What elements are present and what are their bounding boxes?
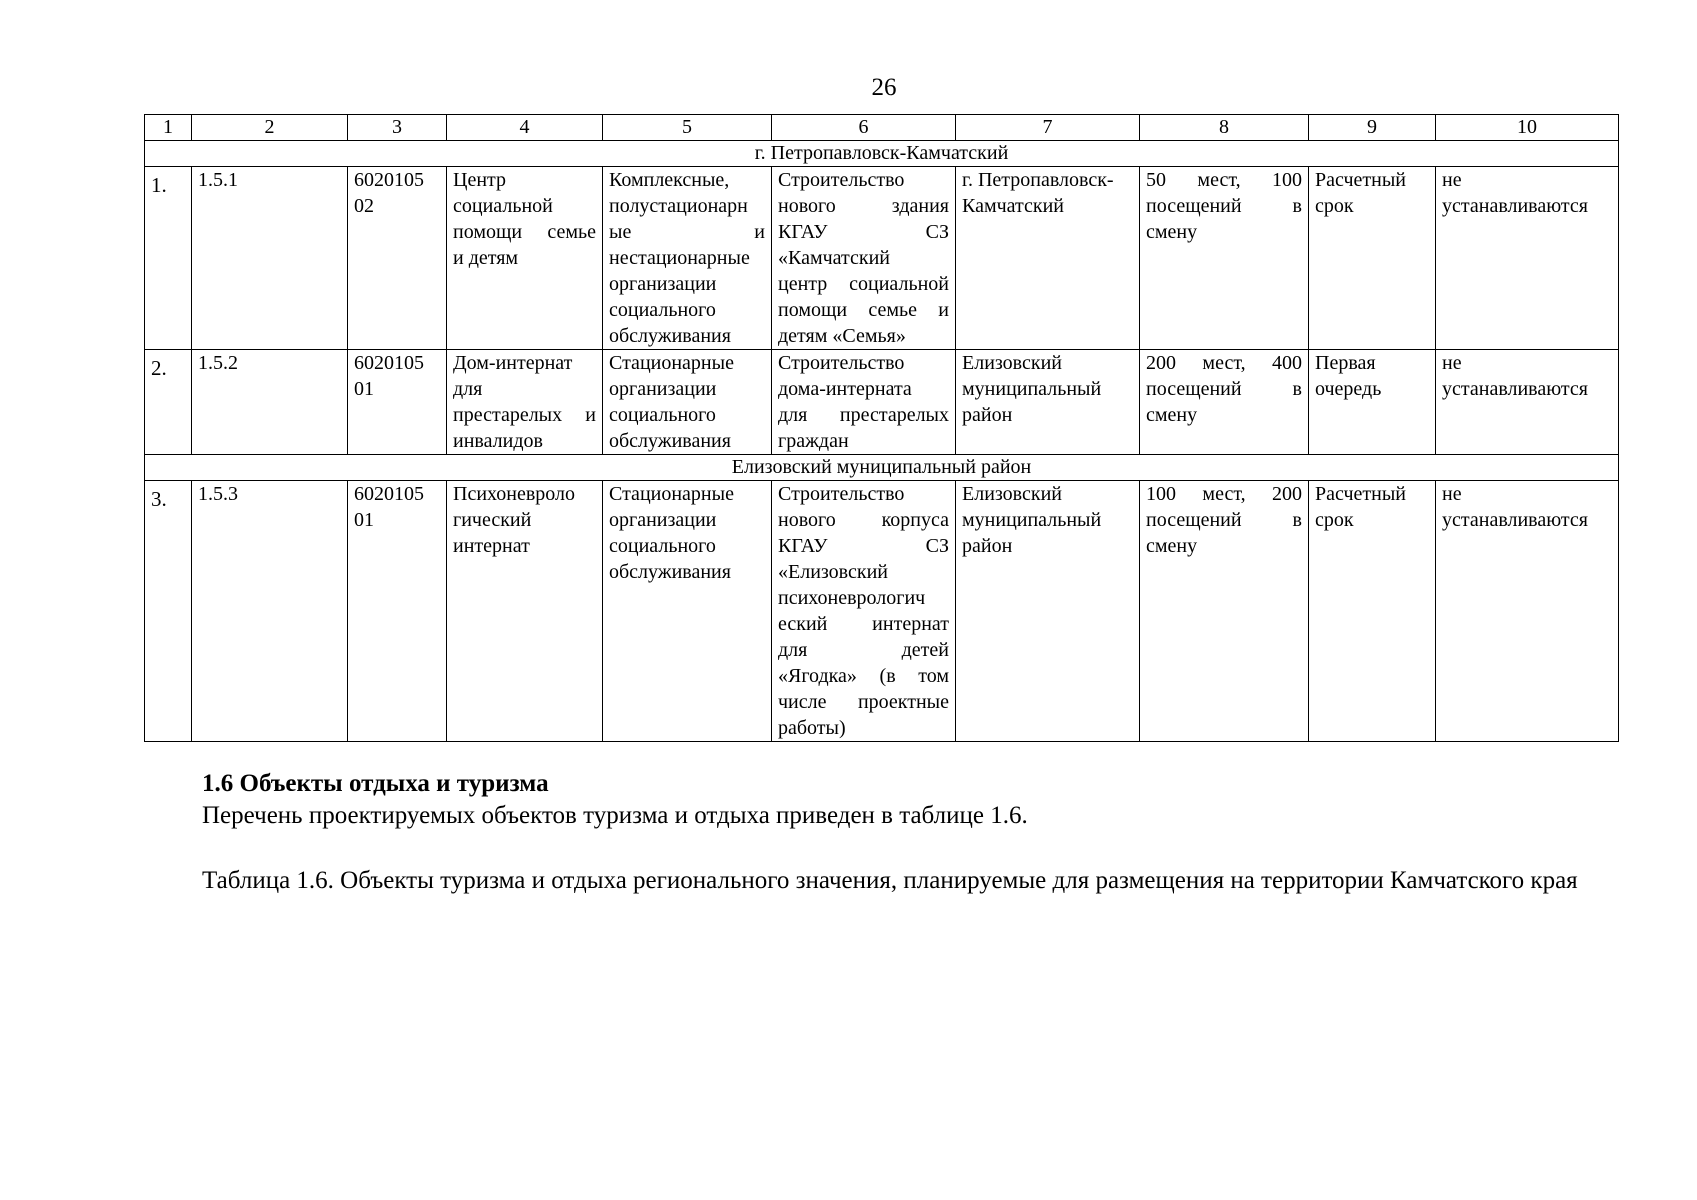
column-number: 7: [956, 115, 1140, 141]
object-code: 1.5.2: [192, 350, 348, 455]
object-description: [772, 167, 956, 350]
column-number: 8: [1140, 115, 1309, 141]
object-description-line: КГАУ СЗ: [778, 535, 949, 557]
object-type-line: социального: [609, 404, 716, 426]
object-name-line: интернат: [453, 535, 530, 557]
object-location: [956, 350, 1140, 455]
page-number: 26: [871, 74, 897, 101]
object-name-line: социальной: [453, 195, 553, 217]
object-kod: [348, 481, 447, 742]
object-capacity-line: смену: [1146, 535, 1198, 557]
object-capacity-line: 200 мест, 400: [1146, 352, 1302, 374]
table-row: [145, 167, 1619, 350]
object-type-line: обслуживания: [609, 430, 731, 452]
object-zones-line: не: [1442, 483, 1462, 505]
column-number: 9: [1309, 115, 1436, 141]
object-type-line: организации: [609, 509, 717, 531]
object-description-line: работы): [778, 717, 846, 739]
object-capacity: [1140, 481, 1309, 742]
column-number: 1: [145, 115, 192, 141]
object-name-line: Психоневроло: [453, 483, 576, 505]
region-title: г. Петропавловск-Камчатский: [145, 141, 1619, 167]
object-name: [447, 167, 603, 350]
object-kod-line: 01: [354, 509, 374, 531]
object-description-line: числе проектные: [778, 691, 949, 713]
object-type-line: организации: [609, 273, 717, 295]
object-zones-line: устанавливаются: [1442, 195, 1588, 217]
object-type-line: организации: [609, 378, 717, 400]
object-description-line: «Ягодка» (в том: [778, 665, 949, 687]
object-type-line: социального: [609, 535, 716, 557]
object-location-line: Камчатский: [962, 195, 1065, 217]
column-number-row: [145, 115, 1619, 141]
object-type-line: Комплексные,: [609, 169, 730, 191]
object-description-line: нового здания: [778, 195, 949, 217]
column-number: 6: [772, 115, 956, 141]
object-type-line: Стационарные: [609, 483, 734, 505]
object-term: [1309, 481, 1436, 742]
object-type-line: полустационарн: [609, 195, 748, 217]
object-term: [1309, 167, 1436, 350]
object-description-line: «Елизовский: [778, 561, 889, 583]
object-location-line: г. Петропавловск-: [962, 169, 1114, 191]
table-row: [145, 481, 1619, 742]
row-number: 2.: [145, 350, 192, 455]
object-description-line: «Камчатский: [778, 247, 891, 269]
object-capacity-line: посещений в: [1146, 195, 1302, 217]
object-type: [603, 481, 772, 742]
object-type-line: нестационарные: [609, 247, 750, 269]
object-type: [603, 350, 772, 455]
object-zones-line: не: [1442, 169, 1462, 191]
object-kod-line: 02: [354, 195, 374, 217]
object-capacity-line: смену: [1146, 221, 1198, 243]
object-location-line: муниципальный: [962, 378, 1102, 400]
object-description: [772, 350, 956, 455]
object-code: 1.5.3: [192, 481, 348, 742]
object-capacity: [1140, 350, 1309, 455]
object-term-line: срок: [1315, 509, 1354, 531]
object-name-line: и детям: [453, 247, 519, 269]
object-kod-line: 6020105: [354, 169, 424, 191]
object-name-line: для: [453, 378, 483, 400]
object-description-line: центр социальной: [778, 273, 949, 295]
object-zones-line: устанавливаются: [1442, 509, 1588, 531]
object-name-line: инвалидов: [453, 430, 543, 452]
object-zones: [1436, 167, 1619, 350]
object-location-line: Елизовский: [962, 352, 1063, 374]
object-description-line: для престарелых: [778, 404, 949, 426]
objects-table: [144, 114, 1619, 742]
column-number: 4: [447, 115, 603, 141]
object-term-line: Расчетный: [1315, 483, 1406, 505]
object-description-line: граждан: [778, 430, 849, 452]
section-text: Перечень проектируемых объектов туризма и отдыха приведен в таблице 1.6.: [202, 802, 1028, 829]
object-description-line: нового корпуса: [778, 509, 949, 531]
object-location: [956, 167, 1140, 350]
object-name: [447, 350, 603, 455]
table-caption: Таблица 1.6. Объекты туризма и отдыха регионального значения, планируемые для размещения на территории Камчатского края: [202, 867, 1578, 894]
object-name: [447, 481, 603, 742]
object-capacity-line: 100 мест, 200: [1146, 483, 1302, 505]
object-type-line: Стационарные: [609, 352, 734, 374]
object-code: 1.5.1: [192, 167, 348, 350]
object-zones-line: не: [1442, 352, 1462, 374]
object-capacity-line: посещений в: [1146, 378, 1302, 400]
column-number: 10: [1436, 115, 1619, 141]
region-row: [145, 141, 1619, 167]
object-type-line: социального: [609, 299, 716, 321]
object-description: [772, 481, 956, 742]
object-location-line: Елизовский: [962, 483, 1063, 505]
object-term-line: очередь: [1315, 378, 1382, 400]
column-number: 2: [192, 115, 348, 141]
object-name-line: престарелых и: [453, 404, 596, 426]
object-kod-line: 6020105: [354, 352, 424, 374]
section-heading: 1.6 Объекты отдыха и туризма: [202, 770, 549, 797]
column-number: 5: [603, 115, 772, 141]
object-location-line: муниципальный: [962, 509, 1102, 531]
object-name-line: помощи семье: [453, 221, 596, 243]
object-kod-line: 01: [354, 378, 374, 400]
table-row: [145, 350, 1619, 455]
object-location: [956, 481, 1140, 742]
column-number: 3: [348, 115, 447, 141]
object-description-line: дома-интерната: [778, 378, 912, 400]
object-kod: [348, 350, 447, 455]
object-name-line: гический: [453, 509, 532, 531]
object-description-line: Строительство: [778, 169, 905, 191]
object-type-line: обслуживания: [609, 561, 731, 583]
object-term-line: срок: [1315, 195, 1354, 217]
row-number: 3.: [145, 481, 192, 742]
region-row: [145, 455, 1619, 481]
object-location-line: район: [962, 404, 1013, 426]
object-capacity-line: смену: [1146, 404, 1198, 426]
object-term: [1309, 350, 1436, 455]
object-zones: [1436, 350, 1619, 455]
row-number: 1.: [145, 167, 192, 350]
object-description-line: помощи семье и: [778, 299, 949, 321]
object-capacity-line: посещений в: [1146, 509, 1302, 531]
object-description-line: еский интернат: [778, 613, 949, 635]
object-zones: [1436, 481, 1619, 742]
object-kod-line: 6020105: [354, 483, 424, 505]
object-description-line: для детей: [778, 639, 949, 661]
object-kod: [348, 167, 447, 350]
object-term-line: Первая: [1315, 352, 1376, 374]
object-capacity: [1140, 167, 1309, 350]
object-type-line: обслуживания: [609, 325, 731, 347]
object-description-line: Строительство: [778, 483, 905, 505]
object-type: [603, 167, 772, 350]
object-location-line: район: [962, 535, 1013, 557]
object-name-line: Центр: [453, 169, 507, 191]
object-description-line: детям «Семья»: [778, 325, 906, 347]
object-capacity-line: 50 мест, 100: [1146, 169, 1302, 191]
object-type-line: ые и: [609, 221, 765, 243]
object-description-line: Строительство: [778, 352, 905, 374]
object-zones-line: устанавливаются: [1442, 378, 1588, 400]
region-title: Елизовский муниципальный район: [145, 455, 1619, 481]
object-description-line: КГАУ СЗ: [778, 221, 949, 243]
object-name-line: Дом-интернат: [453, 352, 573, 374]
object-description-line: психоневрологич: [778, 587, 926, 609]
object-term-line: Расчетный: [1315, 169, 1406, 191]
